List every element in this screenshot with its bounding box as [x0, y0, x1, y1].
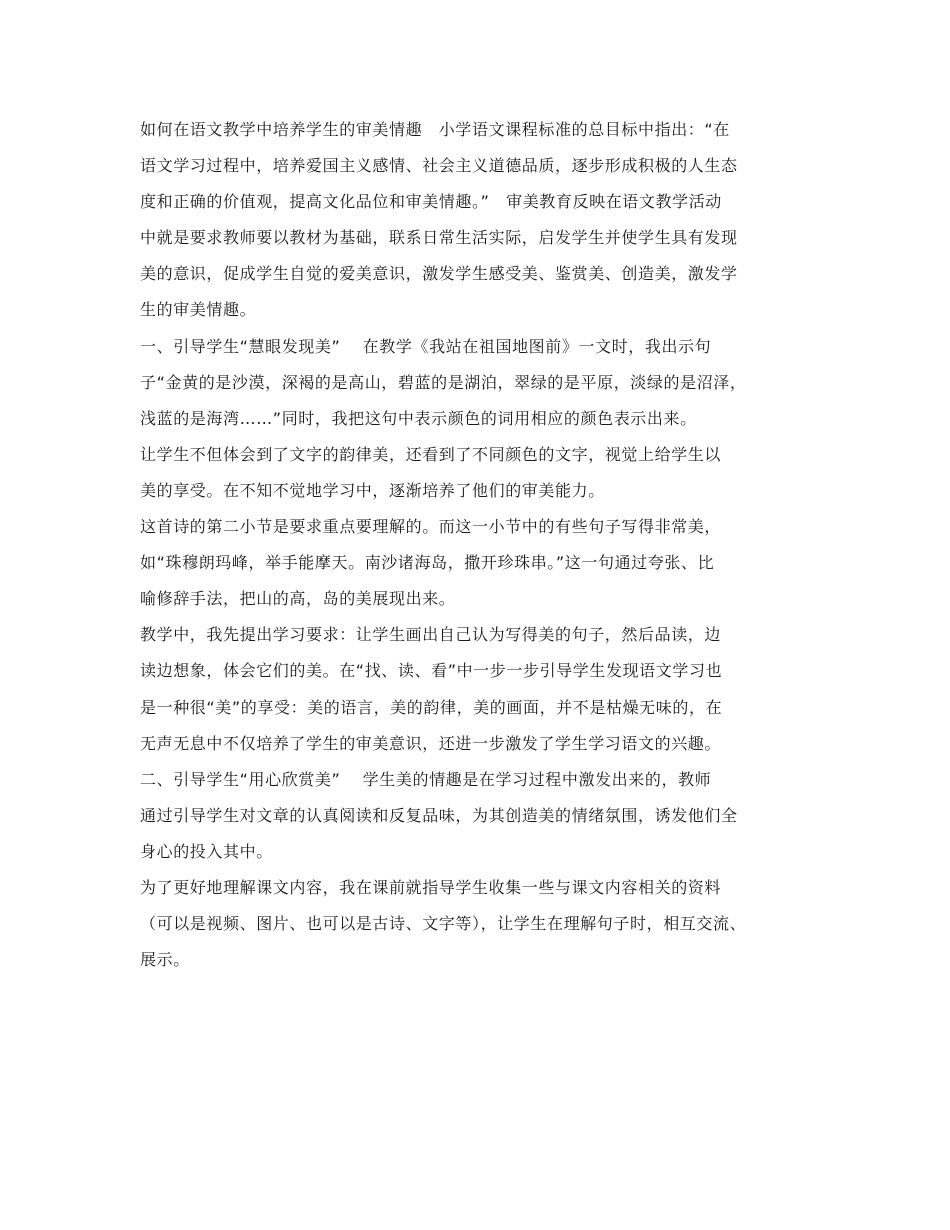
text-line: 读边想象，体会它们的美。在“找、读、看”中一步一步引导学生发现语文学习也: [140, 661, 723, 681]
text-line: 二、引导学生“用心欣赏美” 学生美的情趣是在学习过程中激发出来的，教师: [140, 769, 712, 789]
text-line: （可以是视频、图片、也可以是古诗、文字等），让学生在理解句子时，相互交流、: [140, 914, 747, 934]
text-line: 如“珠穆朗玛峰，举手能摩天。南沙诸海岛，撒开珍珠串。”这一句通过夸张、比: [140, 553, 715, 573]
text-line: 如何在语文教学中培养学生的审美情趣 小学语文课程标准的总目标中指出：“在: [140, 120, 730, 139]
text-line: 通过引导学生对文章的认真阅读和反复品味，为其创造美的情绪氛围，诱发他们全: [140, 805, 738, 825]
text-line: 展示。: [140, 950, 190, 970]
text-line: 中就是要求教师要以教材为基础，联系日常生活实际，启发学生并使学生具有发现: [140, 228, 738, 248]
text-line: 语文学习过程中，培养爱国主义感情、社会主义道德品质，逐步形成积极的人生态: [140, 156, 738, 176]
text-line: 美的享受。在不知不觉地学习中，逐渐培养了他们的审美能力。: [140, 480, 605, 500]
text-line: 是一种很“美”的享受：美的语言，美的韵律，美的画面，并不是枯燥无味的，在: [140, 697, 723, 717]
text-line: 教学中，我先提出学习要求：让学生画出自己认为写得美的句子，然后品读，边: [140, 625, 722, 645]
text-line: 让学生不但体会到了文字的韵律美，还看到了不同颜色的文字，视觉上给学生以: [140, 444, 722, 464]
text-line: 无声无息中不仅培养了学生的审美意识，还进一步激发了学生学习语文的兴趣。: [140, 733, 722, 753]
text-line: 这首诗的第二小节是要求重点要理解的。而这一小节中的有些句子写得非常美，: [140, 517, 722, 537]
text-line: 浅蓝的是海湾……”同时，我把这句中表示颜色的词用相应的颜色表示出来。: [140, 408, 697, 428]
text-line: 度和正确的价值观，提高文化品位和审美情趣。” 审美教育反映在语文教学活动: [140, 192, 722, 212]
text-line: 喻修辞手法，把山的高，岛的美展现出来。: [140, 589, 456, 609]
text-line: 子“金黄的是沙漠，深褐的是高山，碧蓝的是湖泊，翠绿的是平原，淡绿的是沼泽，: [140, 372, 747, 392]
text-line: 生的审美情趣。: [140, 300, 257, 320]
text-line: 一、引导学生“慧眼发现美” 在教学《我站在祖国地图前》一文时，我出示句: [140, 336, 712, 356]
text-line: 美的意识，促成学生自觉的爱美意识，激发学生感受美、鉴赏美、创造美，激发学: [140, 264, 738, 284]
text-line: 为了更好地理解课文内容，我在课前就指导学生收集一些与课文内容相关的资料: [140, 877, 722, 897]
document-body: [140, 112, 830, 978]
text-line: 身心的投入其中。: [140, 841, 273, 861]
